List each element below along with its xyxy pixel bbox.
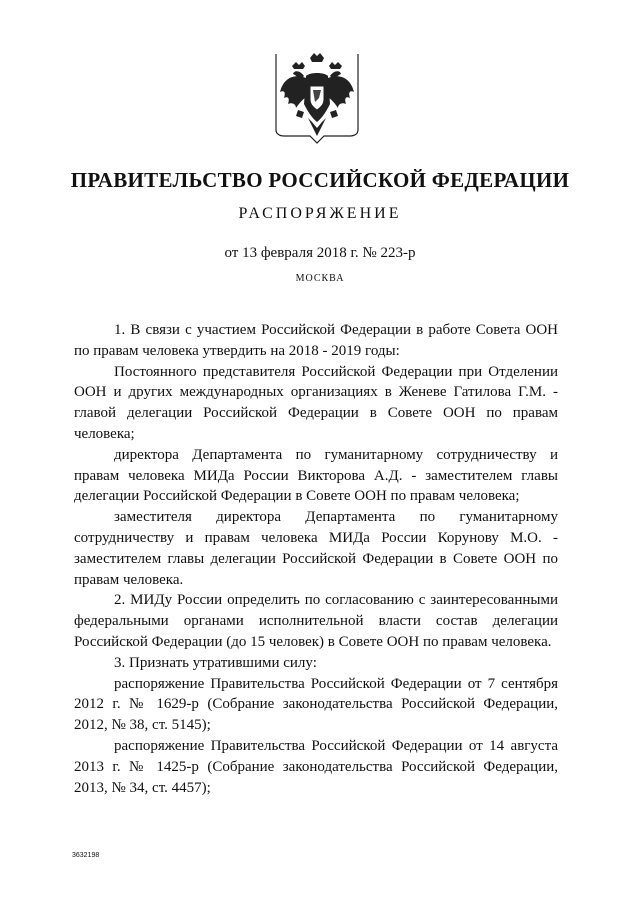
paragraph-7: распоряжение Правительства Российской Федерации от 7 сентября 2012 г. № 1629-р (Собрание законодательства Российской Федерации, 2012, № 38, ст. 5145); [74,675,558,734]
paragraph-4: заместителя директора Департамента по гуманитарному сотрудничеству и правам человека МИДа России Корунову М.О. - заместителем главы делегации Российской Федерации в Совете ООН по правам человека. [74,509,558,588]
footer-code: 3632198 [72,852,100,859]
document-city: МОСКВА [295,273,345,284]
paragraph-3: директора Департамента по гуманитарному сотрудничеству и правам человека МИДа России Викторова А.Д. - заместителем главы делегации Российской Федерации в Совете ООН по правам человека; [74,446,558,505]
government-title: ПРАВИТЕЛЬСТВО РОССИЙСКОЙ ФЕДЕРАЦИИ [70,168,570,192]
paragraph-2: Постоянного представителя Российской Федерации при Отделении ООН и других международных организациях в Женеве Гатилова Г.М. - главой делегации Российской Федерации в Совете ООН по правам человека; [74,363,558,442]
document-body [74,320,558,798]
paragraph-1: 1. В связи с участием Российской Федерации в работе Совета ООН по правам человека утвердить на 2018 - 2019 годы: [74,322,558,359]
russian-coat-of-arms-icon [274,52,360,144]
paragraph-5: 2. МИДу России определить по согласованию с заинтересованными федеральными органами исполнительной власти состав делегации Российской Федерации (до 15 человек) в Совете ООН по правам человека. [74,592,558,650]
paragraph-6: 3. Признать утратившими силу: [114,654,317,671]
document-type: РАСПОРЯЖЕНИЕ [238,205,402,222]
paragraph-8: распоряжение Правительства Российской Федерации от 14 августа 2013 г. № 1425-р (Собрание законодательства Российской Федерации, 2013, № 34, ст. 4457); [74,737,558,796]
document-date-number: от 13 февраля 2018 г. № 223-р [224,245,416,261]
